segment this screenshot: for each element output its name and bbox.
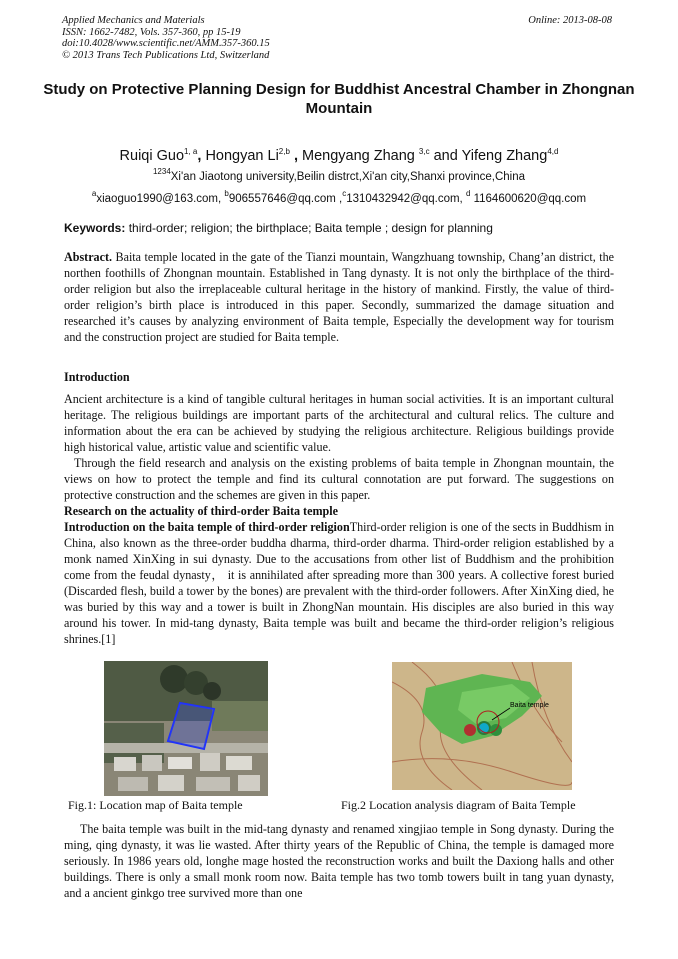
- paragraph: [64, 519, 614, 647]
- author-list: Ruiqi Guo$^{1, a}$, Hongyan Li$^{2,b}$ , Mengyang Zhang $^{3,c}$ and Yifeng Zhang$^{4,d}$: [119, 147, 559, 164]
- email-sup: b: [224, 189, 229, 198]
- email-sup: a: [91, 189, 97, 198]
- author-sup: 4,d: [547, 147, 559, 156]
- journal-name: Applied Mechanics and Materials: [62, 15, 205, 26]
- email-sup: c: [342, 189, 347, 198]
- email-link[interactable]: 1310432942@qq.com: [346, 193, 460, 205]
- author-name: Yifeng Zhang: [461, 148, 548, 164]
- abstract: [64, 249, 614, 345]
- figure-1-caption: Fig.1: Location map of Baita temple: [68, 798, 243, 812]
- section-heading-research: Research on the actuality of third-order Baita temple: [64, 504, 338, 518]
- author-sup: 1, a: [184, 147, 198, 156]
- keywords-text: third-order; religion; the birthplace; Baita temple ; design for planning: [125, 221, 493, 235]
- email-link[interactable]: 1164600620@qq.com: [473, 193, 587, 205]
- affiliation-sup: 1234: [152, 167, 171, 176]
- journal-header: [62, 15, 270, 61]
- paragraph-text: Third-order religion is one of the sects in Buddhism in China, also known as the three-order buddha dharma, third-order dharma. Third-order religion established by a monk named XinXing in sui dynasty. Due to the accusations from other list of Buddhism and the prohibition come from the feudal dynasty， it is annihilated after spreading more than 300 years. A collective forest buried (Discarded flesh, build a tower by the bones) are prevalent with the third-order followers. After XinXing died, he was buried by this way and a tower is built in ZhongNan mountain. His disciples are also buried in this way around his tower. In mid-tang dynasty, Baita temple was built and became the third-order religion’s religious shrines.[1]: [64, 520, 614, 646]
- section-heading-introduction: Introduction: [64, 370, 130, 384]
- author-name: Hongyan Li: [205, 148, 279, 164]
- keywords-label: Keywords:: [64, 221, 126, 235]
- figure-2-label: Baita temple: [510, 702, 549, 709]
- online-date: Online: 2013-08-08: [528, 15, 612, 26]
- paragraph: Ancient architecture is a kind of tangible cultural heritages in human social activities. It is an important cultural heritage. The religious buildings are important parts of the architectural and cultural relics. The culture and information about the era can be achieved by studying the religious architecture. Religious buildings provide high historical value, artistic value and scientific value.: [64, 392, 614, 454]
- copyright: © 2013 Trans Tech Publications Ltd, Switzerland: [62, 49, 270, 61]
- paper-title: Study on Protective Planning Design for Buddhist Ancestral Chamber in Zhongnan Mountain: [43, 81, 635, 117]
- affiliation: [20, 167, 658, 183]
- email-sup: d: [465, 189, 471, 198]
- email-link[interactable]: xiaoguo1990@163.com: [96, 193, 219, 205]
- figure-1-aerial-photo: [104, 661, 268, 796]
- abstract-label: Abstract.: [64, 250, 113, 264]
- email-link[interactable]: 906557646@qq.com: [228, 193, 336, 205]
- email-list: $^a$xiaoguo1990@163.com, $^b$906557646@qq.com ,$^c$1310432942@qq.com, $^d$ 1164600620@qq.com: [91, 189, 587, 205]
- figure-2-location-diagram: [392, 662, 572, 790]
- subsection-heading: Introduction on the baita temple of third-order religion: [64, 520, 350, 534]
- author-name: Mengyang Zhang: [302, 148, 415, 164]
- affiliation-text: Xi'an Jiaotong university,Beilin distrct,Xi'an city,Shanxi province,China: [170, 171, 526, 183]
- author-sup: 2,b: [278, 147, 290, 156]
- author-sup: 3,c: [418, 147, 430, 156]
- issn: ISSN: 1662-7482, Vols. 357-360, pp 15-19: [62, 26, 241, 38]
- abstract-text: Baita temple located in the gate of the Tianzi mountain, Wangzhuang township, Chang’an district, the northen foothills of Zhongnan mountain. Established in Tang dynasty. It is not only the birthplace of the third-order religion but also the irreplaceable cultural heritage in the history of mankind. Firstly, the value of third-order religion’s birth place is introduced in this paper. Secondly, summarized the damage situation and researched it’s causes by analyzing environment of Baita temple, Especially the development way for tourism and the construction project are studied for Baita temple.: [64, 250, 614, 344]
- keywords: [64, 221, 624, 235]
- figure-2-caption: Fig.2 Location analysis diagram of Baita Temple: [341, 798, 576, 812]
- paragraph: The baita temple was built in the mid-tang dynasty and renamed xingjiao temple in Song dynasty. During the ming, qing dynasty, it was lie wasted. After thirty years of the Republic of China, the temple is damaged more seriously. In 1986 years old, longhe mage hosted the reconstruction works and built the Daxiong halls and other buildings. There is only a small monk room now. Baita temple has two tomb towers built in tang yuan dynasty, and a ancient ginkgo tree survived more than one: [64, 822, 614, 900]
- author-name: Ruiqi Guo: [119, 148, 185, 164]
- paragraph: Through the field research and analysis on the existing problems of baita temple in Zhongnan mountain, the views on how to protect the temple and find its cultural connotation are put forward. The suggestions on protective construction and the schemes are given in this paper.: [64, 456, 614, 502]
- doi: doi:10.4028/www.scientific.net/AMM.357-360.15: [62, 38, 270, 49]
